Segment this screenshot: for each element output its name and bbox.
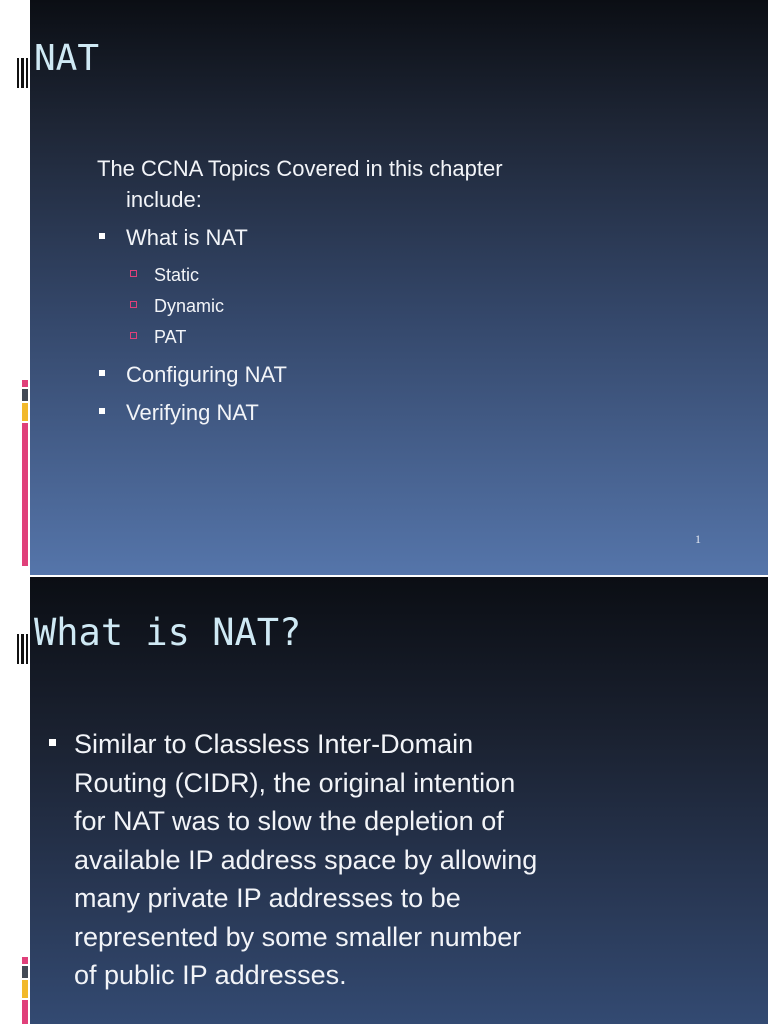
slide-2-bar-decoration: [17, 634, 29, 664]
square-bullet-icon: [49, 739, 56, 746]
bullet-configuring-nat: [97, 359, 557, 390]
bullet-what-is-nat: [97, 222, 557, 253]
hollow-square-bullet-icon: [130, 270, 137, 277]
sub-bullet-text: Dynamic: [154, 296, 225, 316]
slide-1-bullet-list: [97, 222, 557, 435]
sub-bullet-text: Static: [154, 265, 200, 285]
slide-2-title: What is NAT?: [34, 611, 302, 654]
square-bullet-icon: [99, 233, 105, 239]
hollow-square-bullet-icon: [130, 301, 137, 308]
sub-bullet-dynamic: [97, 291, 557, 322]
sub-bullet-pat: [97, 322, 557, 353]
bullet-text: What is NAT: [126, 225, 248, 250]
bullet-verifying-nat: [97, 397, 557, 428]
slide-1-intro-text: The CCNA Topics Covered in this chapter include:: [97, 156, 503, 212]
slide-1-title: NAT: [34, 38, 100, 79]
hollow-square-bullet-icon: [130, 332, 137, 339]
square-bullet-icon: [99, 408, 105, 414]
bullet-text: Verifying NAT: [126, 400, 259, 425]
slide-1: [30, 0, 768, 575]
slide-2-bullet-list: [46, 725, 546, 995]
slide-page-number: 1: [695, 532, 701, 546]
bullet-nat-description: [46, 725, 546, 995]
sub-bullet-text: PAT: [154, 327, 187, 347]
slide-1-bar-decoration: [17, 58, 29, 88]
bullet-text: Similar to Classless Inter-Domain Routing (CIDR), the original intention for NAT was to slow the depletion of available IP address space by allowing many private IP addresses to be represented by some smaller number of public IP addresses.: [74, 729, 538, 990]
bullet-text: Configuring NAT: [126, 362, 287, 387]
sub-bullet-list: [97, 260, 557, 353]
sub-bullet-static: [97, 260, 557, 291]
slide-1-color-strip: [22, 380, 28, 566]
slide-2-color-strip: [22, 957, 28, 1024]
slide-2: [30, 577, 768, 1024]
square-bullet-icon: [99, 370, 105, 376]
